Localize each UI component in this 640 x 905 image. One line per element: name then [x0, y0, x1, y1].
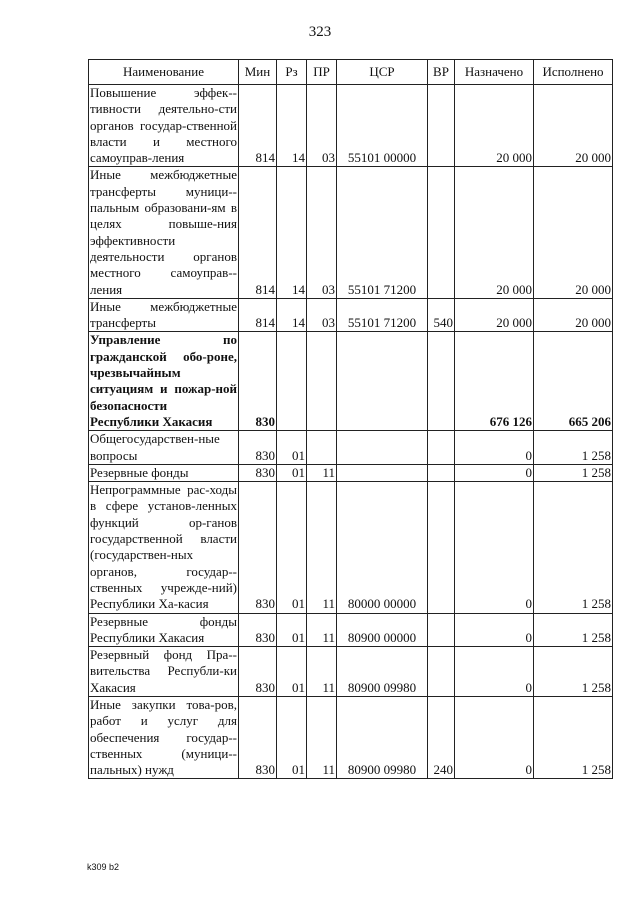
table-row [89, 464, 613, 481]
cell-assigned: 0 [455, 431, 534, 465]
cell-vr [428, 613, 455, 647]
table-row [89, 85, 613, 167]
cell-executed: 20 000 [534, 167, 613, 298]
cell-rz: 14 [277, 167, 307, 298]
cell-vr [428, 431, 455, 465]
cell-executed: 1 258 [534, 431, 613, 465]
cell-executed: 1 258 [534, 696, 613, 778]
cell-csr: 80900 09980 [337, 696, 428, 778]
header-rz: Рз [277, 60, 307, 85]
cell-min: 830 [239, 464, 277, 481]
cell-executed: 1 258 [534, 613, 613, 647]
cell-rz: 14 [277, 85, 307, 167]
cell-executed: 1 258 [534, 482, 613, 613]
cell-csr [337, 332, 428, 431]
header-name: Наименование [89, 60, 239, 85]
table-row [89, 431, 613, 465]
header-min: Мин [239, 60, 277, 85]
cell-vr [428, 85, 455, 167]
cell-executed: 20 000 [534, 85, 613, 167]
cell-assigned: 0 [455, 464, 534, 481]
cell-csr: 80900 00000 [337, 613, 428, 647]
header-pr: ПР [307, 60, 337, 85]
table-row [89, 482, 613, 613]
cell-vr [428, 332, 455, 431]
cell-min: 814 [239, 85, 277, 167]
cell-min: 830 [239, 431, 277, 465]
cell-min: 830 [239, 696, 277, 778]
cell-csr: 55101 00000 [337, 85, 428, 167]
cell-rz: 01 [277, 464, 307, 481]
cell-vr [428, 482, 455, 613]
cell-assigned: 0 [455, 482, 534, 613]
cell-min: 830 [239, 332, 277, 431]
cell-rz: 01 [277, 431, 307, 465]
cell-vr: 240 [428, 696, 455, 778]
cell-rz: 01 [277, 482, 307, 613]
cell-name: Иные закупки това-ров, работ и услуг для обеспечения государ-ственных (муници-пальных) нужд [90, 696, 237, 778]
table-row [89, 298, 613, 332]
cell-executed: 665 206 [534, 332, 613, 431]
cell-pr: 11 [307, 696, 337, 778]
cell-pr: 11 [307, 482, 337, 613]
cell-rz: 14 [277, 298, 307, 332]
cell-pr: 03 [307, 167, 337, 298]
cell-rz: 01 [277, 647, 307, 697]
cell-executed: 1 258 [534, 464, 613, 481]
footer-code: k309 b2 [87, 862, 120, 872]
cell-min: 830 [239, 482, 277, 613]
cell-assigned: 20 000 [455, 85, 534, 167]
cell-name: Иные межбюджетные трансферты муници-пальным образовани-ям в целях повыше-ния эффективности деятельности органов местного самоуправ-ления [90, 167, 237, 297]
cell-pr: 03 [307, 298, 337, 332]
cell-vr [428, 647, 455, 697]
table-row [89, 696, 613, 778]
cell-min: 814 [239, 167, 277, 298]
cell-executed: 1 258 [534, 647, 613, 697]
cell-vr: 540 [428, 298, 455, 332]
cell-csr [337, 431, 428, 465]
cell-name: Повышение эффек-тивности деятельно-сти органов государ-ственной власти и местного самоуправ-ления [90, 85, 237, 166]
page-number: 323 [308, 24, 332, 40]
cell-csr: 80000 00000 [337, 482, 428, 613]
cell-assigned: 0 [455, 696, 534, 778]
cell-name: Общегосударствен-ные вопросы [89, 431, 239, 465]
cell-pr: 11 [307, 613, 337, 647]
cell-name: Резервный фонд Пра-вительства Республи-ки Хакасия [90, 647, 237, 695]
cell-csr: 55101 71200 [337, 298, 428, 332]
header-executed: Исполнено [534, 60, 613, 85]
cell-name: Иные межбюджетные трансферты [90, 298, 237, 331]
cell-min: 830 [239, 647, 277, 697]
cell-rz [277, 332, 307, 431]
cell-name: Резервные фонды Республики Хакасия [90, 613, 237, 645]
cell-min: 814 [239, 298, 277, 332]
cell-csr [337, 464, 428, 481]
cell-csr: 80900 09980 [337, 647, 428, 697]
header-assigned: Назначено [455, 60, 534, 85]
cell-pr: 03 [307, 85, 337, 167]
cell-pr: 11 [307, 647, 337, 697]
cell-name: Управление по гражданской обо-роне, чрезвычайным ситуациям и пожар-ной безопасности Республики Хакасия [90, 332, 237, 429]
cell-assigned: 20 000 [455, 167, 534, 298]
cell-vr [428, 464, 455, 481]
cell-pr: 11 [307, 464, 337, 481]
cell-name: Резервные фонды [89, 464, 239, 481]
table-row [89, 613, 613, 647]
cell-pr [307, 431, 337, 465]
cell-assigned: 0 [455, 647, 534, 697]
table-row [89, 167, 613, 298]
budget-table [88, 59, 613, 779]
cell-csr: 55101 71200 [337, 167, 428, 298]
cell-rz: 01 [277, 696, 307, 778]
table-row [89, 647, 613, 697]
cell-vr [428, 167, 455, 298]
table-row [89, 332, 613, 431]
table-header-row [89, 60, 613, 85]
header-csr: ЦСР [337, 60, 428, 85]
cell-assigned: 20 000 [455, 298, 534, 332]
cell-name: Непрограммные рас-ходы в сфере установ-ленных функций ор-ганов государственной власти (государствен-ных органов, государ-ственных учрежде-ний) Республики Ха-касия [90, 482, 237, 612]
cell-rz: 01 [277, 613, 307, 647]
cell-assigned: 676 126 [455, 332, 534, 431]
cell-assigned: 0 [455, 613, 534, 647]
cell-pr [307, 332, 337, 431]
header-vr: ВР [428, 60, 455, 85]
cell-executed: 20 000 [534, 298, 613, 332]
cell-min: 830 [239, 613, 277, 647]
